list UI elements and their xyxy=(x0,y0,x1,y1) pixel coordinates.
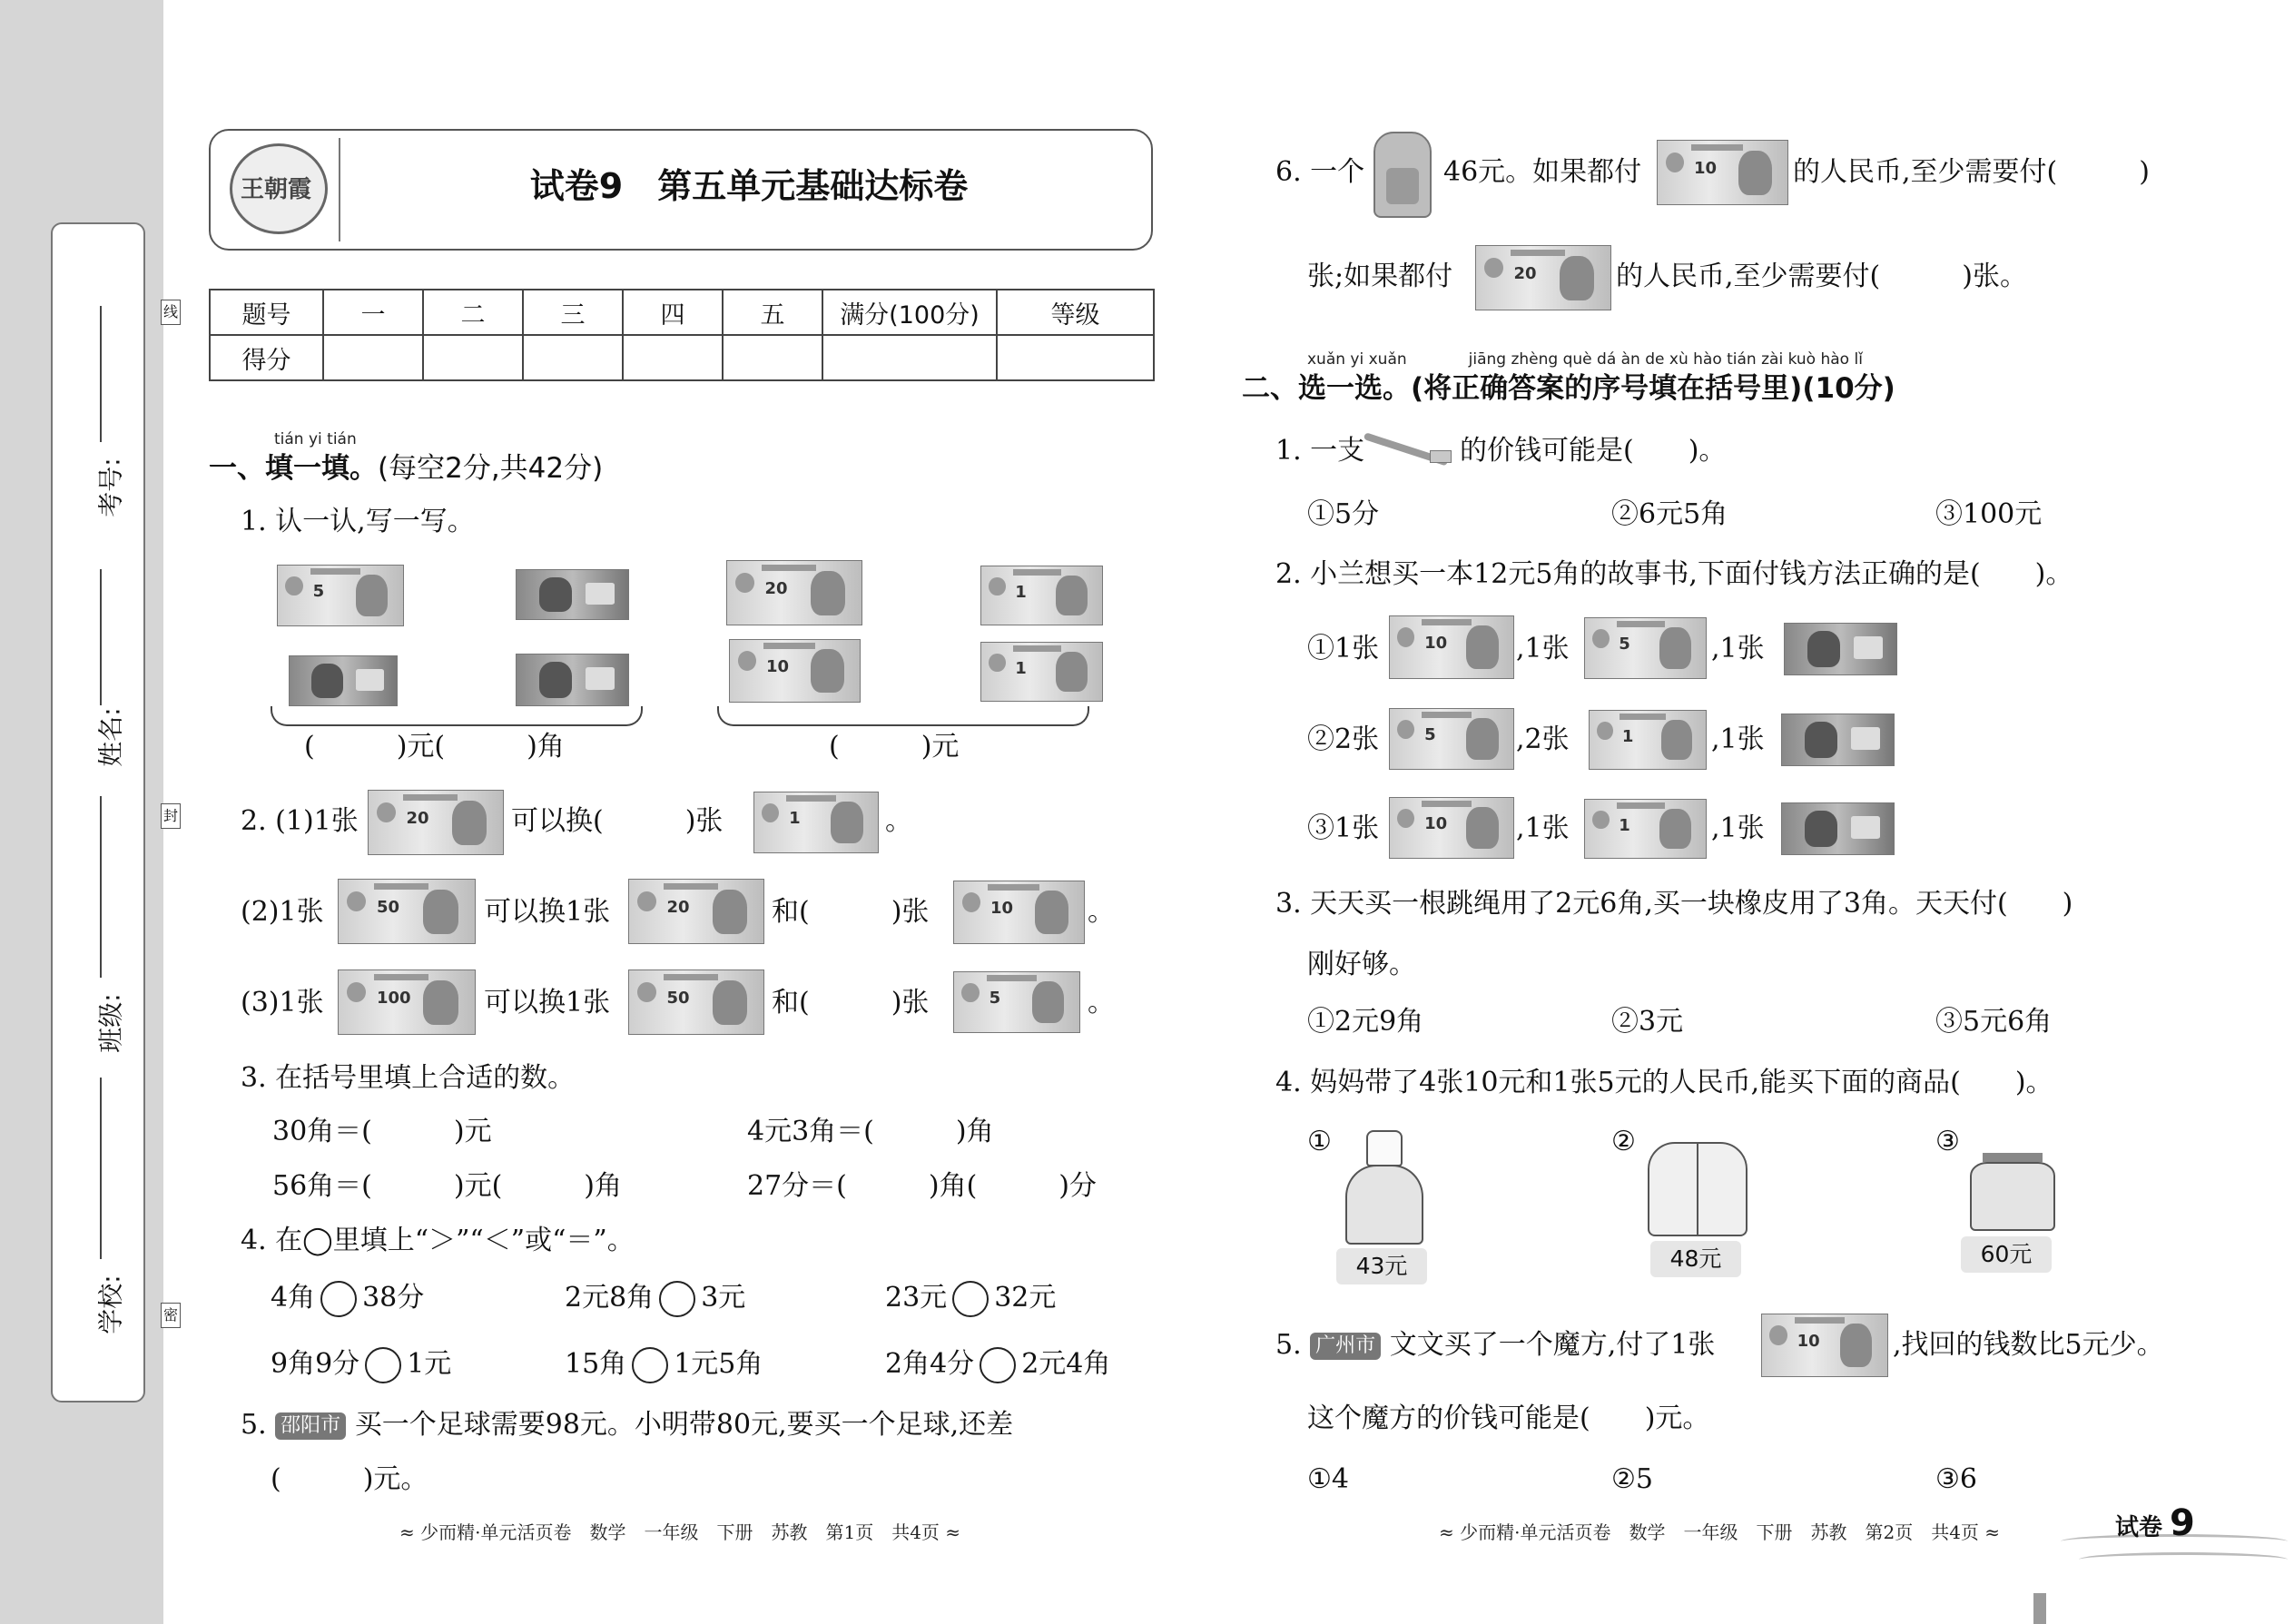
choice-1-lead: 1. 一支 xyxy=(1275,435,1365,467)
table-header: 题号 xyxy=(210,290,323,335)
banknote-old-jiao xyxy=(289,655,398,706)
score-cell[interactable] xyxy=(723,335,822,380)
answer-blank-yuan-jiao[interactable]: ( )元( )角 xyxy=(304,731,565,763)
choice-1-blank[interactable]: 的价钱可能是( )。 xyxy=(1460,435,1727,467)
banknote-20-yuan: 20 xyxy=(628,879,764,944)
option-row-1[interactable]: ①1张 xyxy=(1307,633,1380,664)
option-number[interactable]: ③ xyxy=(1935,1126,1960,1157)
question-2-3-end: 。 xyxy=(1088,987,1115,1019)
option-text: ,1张 xyxy=(1711,723,1765,755)
fill-blank[interactable]: 27分＝( )角( )分 xyxy=(747,1170,1097,1202)
banknote-5-yuan: 5 xyxy=(1389,708,1514,770)
backpack-image xyxy=(1366,123,1439,222)
fill-blank[interactable]: 56角＝( )元( )角 xyxy=(272,1170,622,1202)
seal-line-mark: 封 xyxy=(161,803,181,829)
question-2-3-lead: (3)1张 xyxy=(241,987,324,1019)
question-2-3-mid: 可以换1张 xyxy=(484,987,611,1019)
banknote-20-yuan: 20 xyxy=(368,790,504,855)
decorative-wave xyxy=(2079,1552,2288,1567)
banknote-5-yuan: 5 xyxy=(953,971,1080,1033)
table-header: 等级 xyxy=(997,290,1154,335)
pinyin: xuǎn yi xuǎn jiāng zhèng què dá àn de xù hào tián zài kuò hào lǐ xyxy=(1307,350,1863,369)
logo-text: 王朝霞 xyxy=(241,176,312,203)
school-line[interactable] xyxy=(100,1078,102,1259)
question-2-2-mid: 可以换1张 xyxy=(484,896,611,928)
banknote-5-jiao xyxy=(1784,623,1897,675)
banknote-10-yuan: 10 xyxy=(729,639,861,703)
compare-circle[interactable] xyxy=(632,1347,668,1383)
banknote-10-yuan: 10 xyxy=(1761,1314,1888,1377)
score-cell[interactable] xyxy=(423,335,523,380)
option[interactable]: ②6元5角 xyxy=(1611,498,1728,530)
exam-number-line[interactable] xyxy=(100,306,102,442)
price-tag: 48元 xyxy=(1650,1241,1741,1277)
banknote-5-jiao xyxy=(1781,714,1895,766)
student-info-panel xyxy=(51,222,145,1403)
option-text: ,1张 xyxy=(1516,633,1570,664)
table-header: 五 xyxy=(723,290,822,335)
banknote-10-yuan: 10 xyxy=(1657,140,1788,205)
banknote-10-yuan: 10 xyxy=(1389,797,1514,859)
price-tag: 43元 xyxy=(1336,1248,1427,1284)
score-cell[interactable] xyxy=(822,335,997,380)
banknote-old-jiao xyxy=(516,654,629,706)
compare-item: 9角9分 1元 xyxy=(271,1346,451,1383)
compare-item: 2元8角 3元 xyxy=(565,1280,745,1317)
school-label: 学校: xyxy=(95,1275,126,1334)
option-text: ,1张 xyxy=(1711,633,1765,664)
score-cell[interactable] xyxy=(623,335,723,380)
secret-line-mark: 密 xyxy=(161,1303,181,1328)
banknote-5-jiao xyxy=(1781,802,1895,855)
table-header: 二 xyxy=(423,290,523,335)
compare-circle[interactable] xyxy=(320,1281,357,1317)
question-2-2-lead: (2)1张 xyxy=(241,896,324,928)
option[interactable]: ③100元 xyxy=(1935,498,2043,530)
choice-2: 2. 小兰想买一本12元5角的故事书,下面付钱方法正确的是( )。 xyxy=(1275,558,2073,590)
coat-image xyxy=(1639,1126,1757,1239)
table-header: 四 xyxy=(623,290,723,335)
brace xyxy=(271,706,643,726)
compare-circle[interactable] xyxy=(365,1347,401,1383)
question-2-1-mid[interactable]: 可以换( )张 xyxy=(511,805,724,837)
banknote-20-yuan: 20 xyxy=(1475,245,1611,310)
table-header: 一 xyxy=(323,290,423,335)
option-number[interactable]: ① xyxy=(1307,1126,1332,1157)
compare-item: 2角4分 2元4角 xyxy=(885,1346,1110,1383)
choice-3-cont: 刚好够。 xyxy=(1307,949,1416,980)
question-3: 3. 在括号里填上合适的数。 xyxy=(241,1062,576,1094)
cut-line-mark: 线 xyxy=(161,300,181,325)
page-footer-left: ≈ 少而精·单元活页卷 数学 一年级 下册 苏教 第1页 共4页 ≈ xyxy=(399,1521,961,1543)
question-1: 1. 认一认,写一写。 xyxy=(241,506,475,537)
banknote-old-jiao xyxy=(516,569,629,620)
banknote-1-yuan: 1 xyxy=(1589,710,1707,770)
region-tag: 邵阳市 xyxy=(275,1412,346,1440)
section-heading: 一、填一填。(每空2分,共42分) xyxy=(209,452,604,485)
answer-blank-yuan[interactable]: ( )元 xyxy=(829,731,960,763)
option-text: ,2张 xyxy=(1516,723,1570,755)
fill-blank[interactable]: 30角＝( )元 xyxy=(272,1116,492,1147)
option[interactable]: ②3元 xyxy=(1611,1006,1684,1038)
choice-4: 4. 妈妈带了4张10元和1张5元的人民币,能买下面的商品( )。 xyxy=(1275,1067,2053,1098)
class-line[interactable] xyxy=(100,796,102,978)
option-row-3[interactable]: ③1张 xyxy=(1307,812,1380,844)
question-6-blank[interactable]: 的人民币,至少需要付( ) xyxy=(1793,156,2150,188)
price-tag: 60元 xyxy=(1961,1236,2052,1273)
choice-5-blank[interactable]: 这个魔方的价钱可能是( )元。 xyxy=(1307,1403,1710,1434)
question-5: 5. 邵阳市 买一个足球需要98元。小明带80元,要买一个足球,还差 xyxy=(241,1409,1014,1441)
compare-circle[interactable] xyxy=(659,1281,695,1317)
option-text: ,1张 xyxy=(1516,812,1570,844)
page-footer-right: ≈ 少而精·单元活页卷 数学 一年级 下册 苏教 第2页 共4页 ≈ xyxy=(1439,1521,2001,1543)
fill-blank[interactable]: 4元3角＝( )角 xyxy=(747,1116,994,1147)
paper-badge: 试卷 9 xyxy=(2115,1502,2195,1544)
page-title: 试卷9 第五单元基础达标卷 xyxy=(529,166,969,206)
question-2-1-lead: 2. (1)1张 xyxy=(241,805,359,837)
option[interactable]: ③6 xyxy=(1935,1463,1977,1495)
question-2-2-blank[interactable]: 和( )张 xyxy=(772,896,930,928)
banknote-1-yuan: 1 xyxy=(980,566,1103,625)
publisher-logo xyxy=(222,138,340,241)
banknote-50-yuan: 50 xyxy=(338,879,476,944)
option-number[interactable]: ② xyxy=(1611,1126,1636,1157)
question-2-1-end: 。 xyxy=(885,805,912,837)
score-cell[interactable] xyxy=(997,335,1154,380)
name-line[interactable] xyxy=(100,569,102,705)
option-text: ,1张 xyxy=(1711,812,1765,844)
exam-number-label: 考号: xyxy=(95,458,126,517)
table-cell: 得分 xyxy=(210,335,323,380)
banknote-5-jiao: 5 xyxy=(277,565,404,626)
question-6-blank-2[interactable]: 的人民币,至少需要付( )张。 xyxy=(1616,261,2027,292)
binding-ring xyxy=(2033,1593,2046,1624)
compare-item: 23元 32元 xyxy=(885,1280,1056,1317)
option[interactable]: ②5 xyxy=(1611,1463,1653,1495)
dress-image xyxy=(1334,1121,1434,1248)
score-cell[interactable] xyxy=(523,335,623,380)
banknote-10-yuan: 10 xyxy=(1389,615,1514,679)
toothbrush-image xyxy=(1364,427,1455,472)
choice-5-cont: ,找回的钱数比5元少。 xyxy=(1893,1329,2164,1361)
compare-circle[interactable] xyxy=(952,1281,989,1317)
banknote-50-yuan: 50 xyxy=(628,969,764,1035)
compare-item: 4角 38分 xyxy=(271,1280,424,1317)
banknote-100-yuan: 100 xyxy=(338,969,476,1035)
compare-circle[interactable] xyxy=(980,1347,1016,1383)
choice-3[interactable]: 3. 天天买一根跳绳用了2元6角,买一块橡皮用了3角。天天付( ) xyxy=(1275,888,2073,920)
question-6-cont: 张;如果都付 xyxy=(1307,261,1453,292)
question-6-lead: 6. 一个 xyxy=(1275,156,1365,188)
question-6-mid: 46元。如果都付 xyxy=(1443,156,1642,188)
score-table xyxy=(209,289,1155,381)
brace xyxy=(717,706,1089,726)
skirt-image xyxy=(1963,1126,2063,1235)
option[interactable]: ③5元6角 xyxy=(1935,1006,2053,1038)
score-cell[interactable] xyxy=(323,335,423,380)
option[interactable]: ①5分 xyxy=(1307,498,1380,530)
question-2-2-end: 。 xyxy=(1088,896,1115,928)
section-heading: 二、选一选。(将正确答案的序号填在括号里)(10分) xyxy=(1242,372,1895,405)
name-label: 姓名: xyxy=(95,707,126,767)
banknote-1-yuan: 1 xyxy=(753,792,879,853)
question-2-3-blank[interactable]: 和( )张 xyxy=(772,987,930,1019)
table-header: 三 xyxy=(523,290,623,335)
table-header: 满分(100分) xyxy=(822,290,997,335)
compare-item: 15角 1元5角 xyxy=(565,1346,763,1383)
class-label: 班级: xyxy=(95,993,126,1053)
banknote-10-yuan: 10 xyxy=(953,881,1085,944)
question-4: 4. 在◯里填上“＞”“＜”或“＝”。 xyxy=(241,1225,635,1256)
banknote-5-yuan: 5 xyxy=(1584,617,1707,679)
banknote-1-yuan: 1 xyxy=(980,642,1103,702)
answer-blank[interactable]: ( )元。 xyxy=(271,1463,428,1495)
choice-5: 5. 广州市 文文买了一个魔方,付了1张 xyxy=(1275,1329,1716,1361)
option[interactable]: ①4 xyxy=(1307,1463,1349,1495)
banknote-1-yuan: 1 xyxy=(1584,799,1707,859)
option[interactable]: ①2元9角 xyxy=(1307,1006,1424,1038)
option-row-2[interactable]: ②2张 xyxy=(1307,723,1380,755)
region-tag: 广州市 xyxy=(1310,1333,1381,1360)
banknote-20-yuan: 20 xyxy=(726,560,862,625)
pinyin: tián yi tián xyxy=(274,430,357,448)
